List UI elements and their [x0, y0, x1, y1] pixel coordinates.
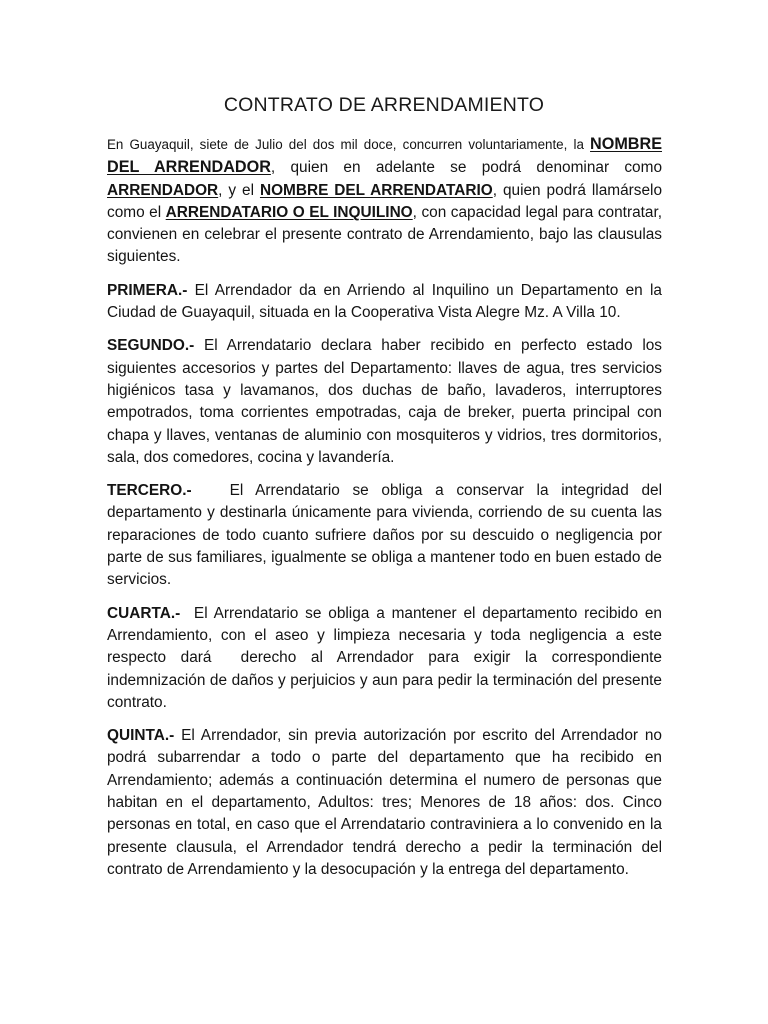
intro-text-3: , y el — [218, 181, 260, 199]
tenant-name-placeholder: NOMBRE DEL ARRENDATARIO — [259, 181, 493, 199]
clause-heading: PRIMERA.- — [107, 281, 188, 299]
intro-paragraph — [107, 133, 662, 269]
clause-cuarta — [107, 603, 667, 714]
tenant-term: ARRENDATARIO O EL INQUILINO — [165, 203, 413, 221]
clause-heading: QUINTA.- — [107, 727, 175, 745]
intro-text-5: , con capacidad legal para contratar, convienen en celebrar el presente contrato de Arrendamiento, bajo las clausulas siguientes. — [107, 203, 663, 266]
document-body — [107, 133, 667, 892]
clause-text: El Arrendador da en Arriendo al Inquilino un Departamento en la Ciudad de Guayaquil, situada en la Cooperativa Vista Alegre Mz. A Villa 10. — [107, 281, 662, 322]
clause-heading: CUARTA.- — [107, 604, 181, 622]
clause-primera — [107, 280, 662, 325]
clause-tercero — [107, 480, 667, 591]
clause-text: El Arrendatario declara haber recibido en perfecto estado los siguientes accesorios y partes del Departamento: llaves de agua, tres servicios higiénicos tasa y lavamanos, dos duchas de baño, lavaderos, interruptores empotrados, toma corrientes empotradas, caja de breker, puerta principal con chapa y llaves, ventanas de aluminio con mosquiteros y vidrios, tres dormitorios, sala, dos comedores, cocina y lavandería. — [107, 337, 662, 466]
intro-text-2: , quien en adelante se podrá denominar como — [270, 159, 663, 177]
clause-text: El Arrendatario se obliga a mantener el departamento recibido en Arrendamiento, con el aseo y limpieza necesaria y toda negligencia a este respecto dará derecho al Arrendador para exigir la correspondiente indemnización de daños y perjuicios y aun para pedir la terminación del presente contrato. — [107, 604, 667, 711]
intro-text-4: , quien podrá llamárselo como el — [107, 181, 663, 221]
clause-quinta — [107, 725, 662, 881]
clause-heading: SEGUNDO.- — [107, 337, 195, 355]
clause-text: El Arrendatario se obliga a conservar la integridad del departamento y destinarla únicamente para vivienda, corriendo de su cuenta las reparaciones de todo cuanto sufriere daños por su descuido o negligencia por parte de sus familiares, igualmente se obliga a mantener todo en buen estado de servicios. — [107, 482, 667, 589]
clause-text: El Arrendador, sin previa autorización por escrito del Arrendador no podrá subarrendar a todo o parte del departamento que ha recibido en Arrendamiento; además a continuación determina el numero de personas que habitan en el departamento, Adultos: tres; Menores de 18 años: dos. Cinco personas en total, en caso que el Arrendatario contraviniera a lo convenido en la presente clausula, el Arrendador tendrá derecho a pedir la terminación del contrato de Arrendamiento y la desocupación y la entrega del departamento. — [107, 727, 662, 878]
clause-segundo — [107, 335, 662, 469]
document-title: CONTRATO DE ARRENDAMIENTO — [223, 94, 545, 116]
clause-heading: TERCERO.- — [107, 482, 192, 500]
landlord-name-placeholder: NOMBRE DEL ARRENDADOR — [107, 135, 662, 177]
landlord-term: ARRENDADOR — [107, 181, 219, 199]
intro-text-1: En Guayaquil, siete de Julio del dos mil doce, concurren voluntariamente, la — [107, 137, 591, 152]
